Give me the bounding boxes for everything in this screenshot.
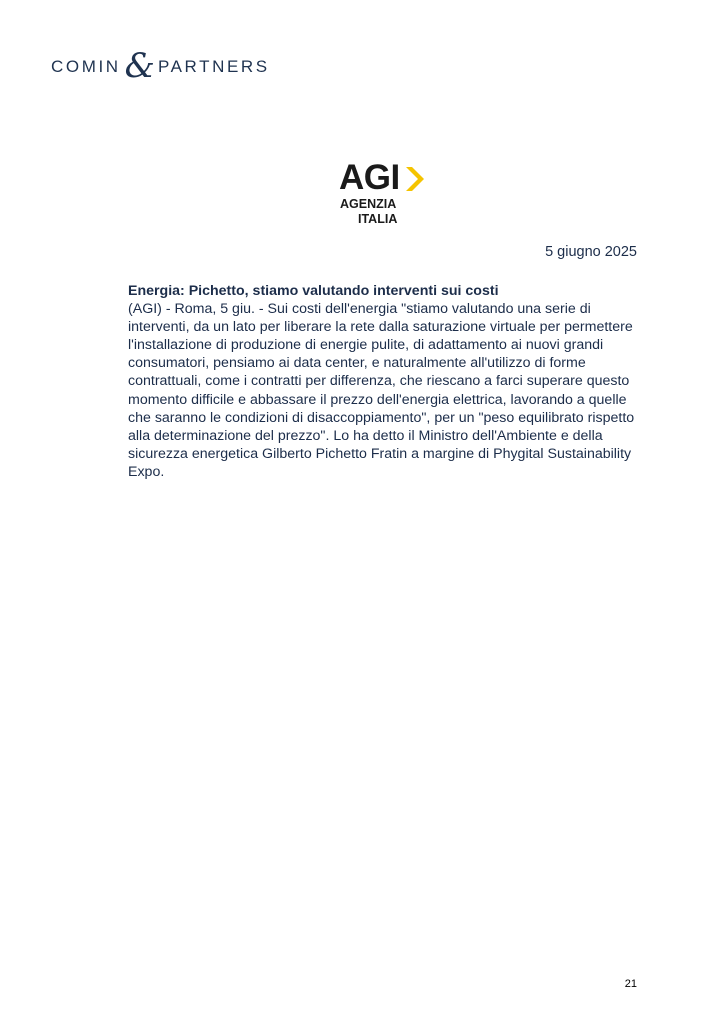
page-number: 21 [624,978,637,990]
agi-logo [339,160,439,230]
article-title: Energia: Pichetto, stiamo valutando interventi sui costi [128,283,499,299]
article-body: (AGI) - Roma, 5 giu. - Sui costi dell'energia "stiamo valutando una serie di interventi, da un lato per liberare la rete dalla saturazione virtuale per permettere l'installazione di produzione di energie pulite, di adattamento ai nuovi grandi consumatori, pensiamo ai data center, e naturalmente all'utilizzo di forme contrattuali, come i contratti per differenza, che riescano a farci superare questo momento difficile e abbassare il prezzo dell'energia elettrica, lavorando a quelle che saranno le condizioni di disaccoppiamento", per un "peso equilibrato rispetto alla determinazione del prezzo". Lo ha detto il Ministro dell'Ambiente e della sicurezza energetica Gilberto Pichetto Fratin a margine di Phygital Sustainability Expo. [128,301,635,480]
agi-logo-line1: AGENZIA [340,197,397,211]
agi-chevron-icon [405,167,425,191]
logo-ampersand: & [124,46,155,86]
agi-logo-mark: AGI [339,158,400,197]
article-date: 5 giugno 2025 [545,244,637,260]
comin-partners-logo [51,46,270,86]
agi-logo-line2: ITALIA [358,212,398,226]
article [128,282,640,481]
logo-text-comin: COMIN [51,57,121,76]
logo-text-partners: PARTNERS [157,57,270,76]
